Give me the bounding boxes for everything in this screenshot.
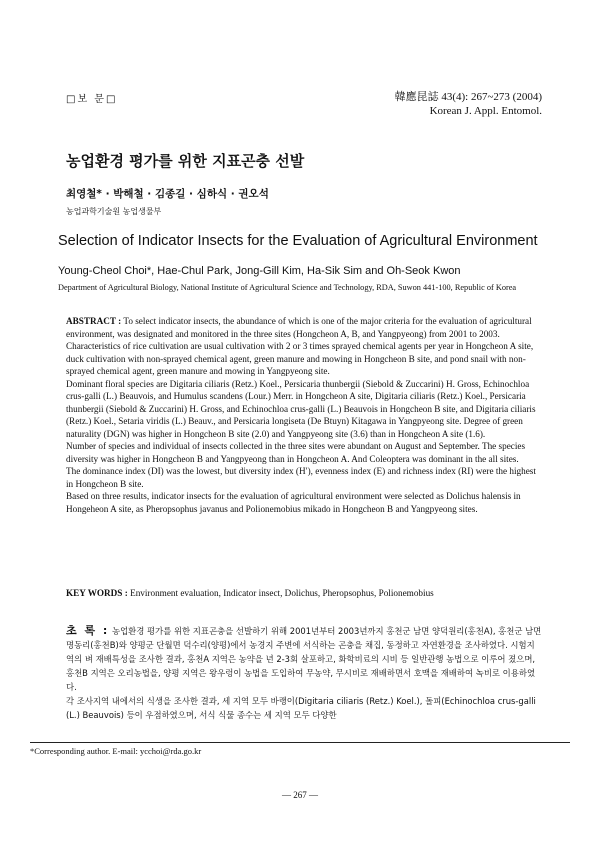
journal-citation: 韓應昆誌 43(4): 267~273 (2004): [394, 91, 542, 103]
korean-abstract-paragraph-1: 초 록 : 농업환경 평가를 위한 지표곤충을 선발하기 위해 2001년부터 2003년까지 홍천군 남면 양덕원리(홍천A), 홍천군 남면 명동리(홍천B)와 양평군 단월면 덕수리(양평)에서 농경지 주변에 서식하는 곤충을 채집, 동정하고 자연환경을 조사하였다. 시험지역의 벼 재배특성을 조사한 결과, 홍천A 지역은 농약을 년 2-3회 살포하고, 화학비료의 시비 등 일반관행 농법으로 이루어 졌으며, 홍천B 지역은 오리농법을, 양평 지역은 왕우렁이 농법을 도입하여 무농약, 무시비로 재배하면서 호맥을 재배하여 녹비로 이용하였다.: [66, 624, 542, 692]
abstract-lead: ABSTRACT :: [66, 316, 122, 326]
article-type-label: □보 문□: [66, 94, 118, 105]
english-authors: Young-Cheol Choi*, Hae-Chul Park, Jong-Gill Kim, Ha-Sik Sim and Oh-Seok Kwon: [58, 265, 461, 277]
footnote: *Corresponding author. E-mail: ycchoi@rda.go.kr: [30, 746, 202, 756]
abstract-paragraph-4: Number of species and individual of insects collected in the three sites were abundant on August and September. The species diversity was higher in Hongcheon B and Yangpyeong than in Hongcheon A. And Coleoptera was dominant in the all sites.: [66, 441, 526, 464]
korean-abstract-lead: 초 록 :: [66, 624, 110, 637]
journal-reference: [395, 90, 542, 118]
english-title: Selection of Indicator Insects for the Evaluation of Agricultural Environment: [58, 233, 538, 249]
journal-name: Korean J. Appl. Entomol.: [429, 105, 542, 117]
abstract-paragraph-5: The dominance index (DI) was the lowest, but diversity index (H′), evenness index (E) and richness index (RI) were the highest in Hongcheon B site.: [66, 466, 536, 489]
keywords-lead: KEY WORDS :: [66, 588, 128, 598]
page-number: — 267 —: [282, 790, 318, 800]
abstract-paragraph-2: Characteristics of rice cultivation are usual cultivation with 2 or 3 times sprayed chemical agents per year in Hongcheon A site, duck cultivation with non-sprayed chemical agent, green manure and mowing in Hongcheon B site, and pond snail with non-sprayed chemical agent, green manure and mowing in Yangpyeong site.: [66, 341, 534, 376]
keywords: [66, 588, 542, 598]
footnote-rule: [30, 742, 570, 743]
korean-authors: 최영철* · 박해철 · 김종길 · 심하식 · 권오석: [66, 188, 269, 200]
keywords-text: Environment evaluation, Indicator insect, Dolichus, Pheropsophus, Polionemobius: [130, 588, 434, 598]
abstract-paragraph-6: Based on three results, indicator insects for the evaluation of agricultural environment were selected as Dolichus halensis in Hongeheon A site, as Pheropsophus javanus and Polionemobius mikado in Hongcheon B and Yangpyeong sites.: [66, 491, 521, 514]
korean-title: 농업환경 평가를 위한 지표곤충 선발: [66, 152, 305, 170]
korean-affiliation: 농업과학기술원 농업생물부: [66, 207, 162, 216]
abstract-paragraph-3: Dominant floral species are Digitaria ciliaris (Retz.) Koel., Persicaria thunbergii (Siebold & Zuccarini) H. Gross, Echinochloa crus-galli (L.) Beauvois, and Humulus scandens (Lour.) Merr. in Hongcheon A site, Digitaria ciliaris (Retz.) Koel., Persicaria thunbergii (Siebold & Zuccarini) H. Gross, and Echinochloa crus-galli (L.) Beauvois in Hongcheon B site, and Digitaria ciliaris (Retz.) Koel., Setaria viridis (L.) Beauv., and Persicaria longiseta (De Btuyn) Kitagawa in Yangpyeong site. Degree of green naturality (DGN) was higher in Hongcheon B site (2.0) and Yangpyeong site (3.6) than in Hongcheon A site (1.6).: [66, 378, 536, 439]
english-affiliation: Department of Agricultural Biology, National Institute of Agricultural Science and Technology, RDA, Suwon 441-100, Republic of Korea: [58, 283, 517, 292]
korean-abstract: [66, 624, 542, 722]
abstract-paragraph-1: ABSTRACT : To select indicator insects, the abundance of which is one of the major criteria for the evaluation of agricultural environment, was designated and monitored in the three sites (Hongcheon A, B, and Yangpyeong) from 2001 to 2003.: [66, 316, 532, 339]
abstract: [66, 315, 542, 515]
korean-abstract-paragraph-2: 각 조사지역 내에서의 식생을 조사한 결과, 세 지역 모두 바랭이(Digitaria ciliaris (Retz.) Koel.), 돌피(Echinochloa crus-galli (L.) Beauvois) 등이 우점하였으며, 서식 식물 종수는 세 지역 모두 다양한: [66, 696, 536, 720]
